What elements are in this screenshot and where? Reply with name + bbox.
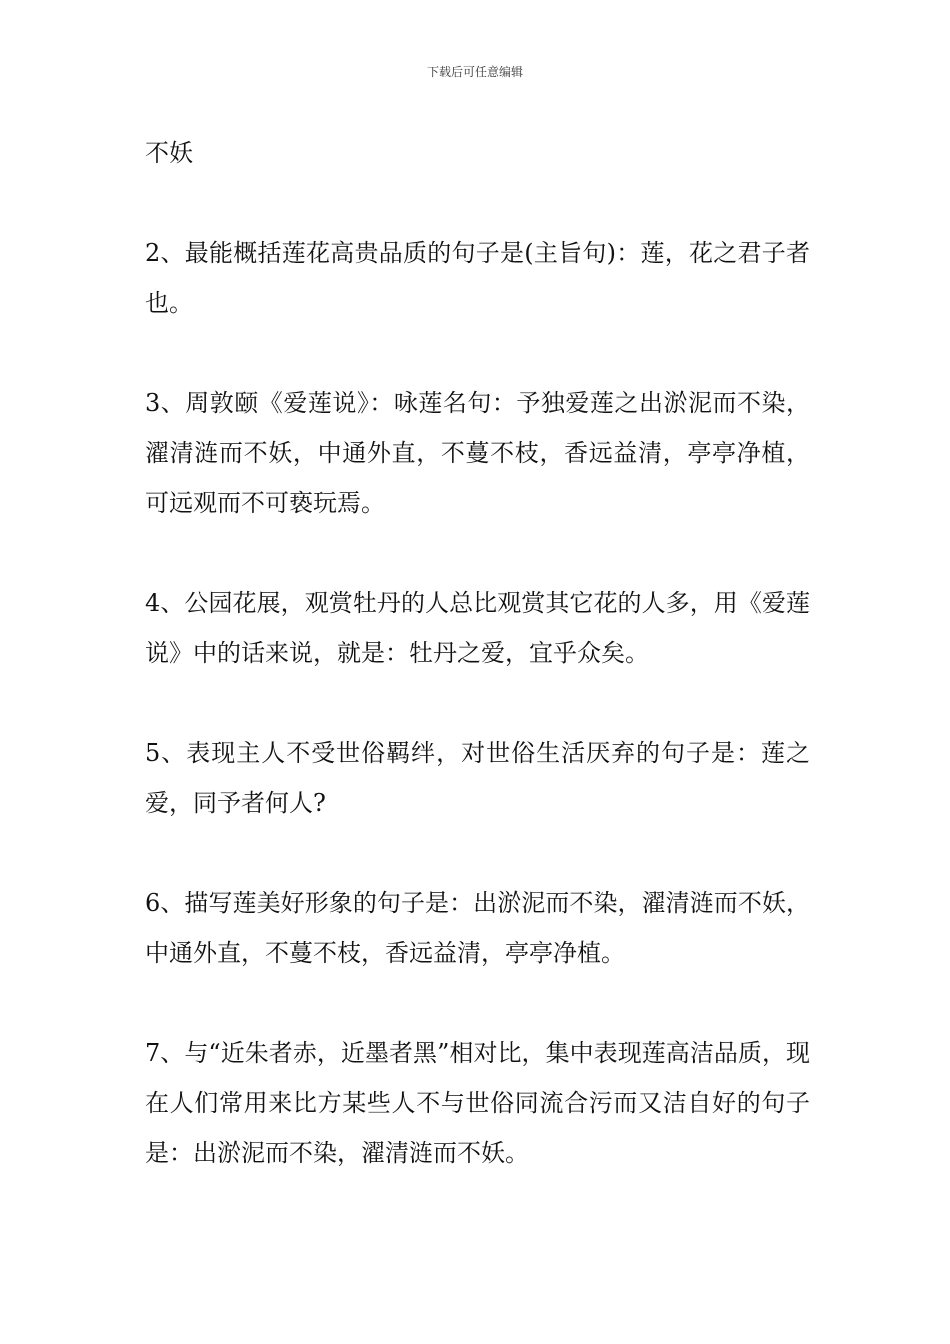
document-body bbox=[145, 128, 810, 1228]
paragraph-continuation: 不妖 bbox=[145, 139, 193, 167]
paragraph-item-5: 5、表现主人不受世俗羁绊，对世俗生活厌弃的句子是：莲之爱，同予者何人? bbox=[145, 739, 810, 817]
page-header: 下载后可任意编辑 bbox=[426, 65, 523, 79]
paragraph-item-6: 6、描写莲美好形象的句子是：出淤泥而不染，濯清涟而不妖，中通外直，不蔓不枝，香远益清，亭亭净植。 bbox=[145, 889, 810, 967]
paragraph-item-2: 2、最能概括莲花高贵品质的句子是(主旨句)：莲，花之君子者也。 bbox=[145, 239, 810, 317]
paragraph-item-3: 3、周敦颐《爱莲说》：咏莲名句：予独爱莲之出淤泥而不染，濯清涟而不妖，中通外直，不蔓不枝，香远益清，亭亭净植，可远观而不可亵玩焉。 bbox=[145, 389, 810, 517]
paragraph-item-4: 4、公园花展，观赏牡丹的人总比观赏其它花的人多，用《爱莲说》中的话来说，就是：牡丹之爱，宜乎众矣。 bbox=[145, 589, 810, 667]
paragraph-item-7: 7、与“近朱者赤，近墨者黑”相对比，集中表现莲高洁品质，现在人们常用来比方某些人不与世俗同流合污而又洁自好的句子是：出淤泥而不染，濯清涟而不妖。 bbox=[145, 1039, 810, 1167]
